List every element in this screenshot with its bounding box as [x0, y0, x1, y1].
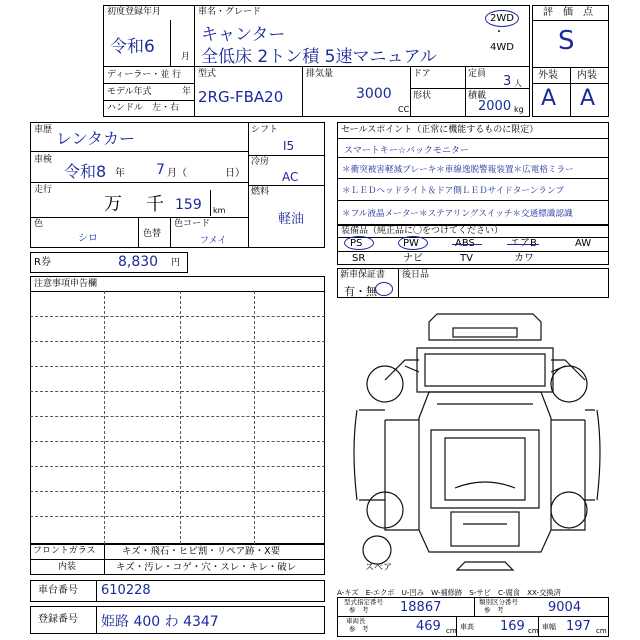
color-code-value: フメイ	[200, 236, 227, 246]
sales-line-2	[337, 178, 609, 179]
notes-vdash-3	[254, 291, 255, 544]
inspection-month: 7	[156, 162, 165, 178]
color-value: シロ	[78, 233, 98, 244]
equipment-navi: ナビ	[403, 253, 423, 264]
inspection-day-suffix: 日）	[225, 168, 245, 179]
notes-dash-4	[30, 391, 325, 392]
notes-dash-9	[30, 516, 325, 517]
shift-label: シフト	[251, 125, 279, 135]
fuel-value: 軽油	[278, 212, 305, 227]
notes-vdash	[104, 291, 105, 544]
length-sub: 参 考	[349, 625, 369, 633]
exterior-value: A	[541, 86, 557, 111]
shift-value: I5	[283, 139, 295, 153]
width-value: 197	[566, 619, 591, 634]
height-label: 車高	[460, 623, 474, 631]
man-unit: 万	[104, 194, 122, 215]
sales-point-item: スマートキー☆バックモニター	[344, 146, 469, 156]
warranty-none-circle	[375, 282, 393, 296]
spec-row-line	[103, 83, 194, 84]
fuel-label: 燃料	[251, 187, 270, 197]
equipment-airbag: エアB	[510, 238, 537, 249]
codes-hline	[337, 616, 609, 617]
chassis-label: 車台番号	[38, 585, 78, 596]
capacity-label: 定員	[468, 69, 487, 79]
equipment-leather: カワ	[514, 253, 534, 264]
registration-value: 姫路 400 わ 4347	[101, 614, 219, 630]
sales-title-line	[337, 138, 609, 139]
equipment-abs: ABS	[455, 238, 475, 249]
capacity-value: 3	[503, 74, 512, 89]
interior-condition-value: キズ・汚レ・コゲ・穴・スレ・キレ・破レ	[116, 562, 297, 573]
drive-2wd: 2WD	[490, 13, 514, 24]
inspection-label: 車検	[34, 155, 53, 165]
first-reg-value: 令和6	[110, 37, 155, 57]
equipment-pw: PW	[403, 238, 419, 249]
car-name: キャンター	[201, 25, 286, 45]
condition-hline	[30, 559, 325, 560]
year-suffix: 年	[182, 87, 192, 97]
codes-vline-3	[538, 616, 539, 637]
equipment-ps: PS	[350, 238, 363, 249]
equipment-title: 装備品（純正品に〇をつけてください）	[341, 226, 504, 236]
eval-hline-3	[532, 83, 609, 84]
yen-unit: 円	[171, 258, 181, 268]
windshield-label: フロントガラス	[33, 546, 96, 556]
notes-title-line	[30, 291, 325, 292]
sales-point-item: ＊フル液晶メーター＊ステアリングスイッチ＊交通標識認識	[342, 209, 573, 219]
interior-value: A	[580, 86, 596, 111]
eval-vline	[570, 67, 571, 117]
width-label: 車幅	[542, 623, 556, 631]
inspection-month-suffix: 月（	[167, 168, 187, 179]
drive-4wd: 4WD	[490, 42, 514, 53]
vehicle-hline	[30, 151, 248, 152]
spare-label: スペア	[365, 563, 393, 573]
sen-unit: 千	[146, 194, 164, 215]
r-ticket-box	[30, 252, 188, 273]
type-label: 型式	[198, 69, 217, 79]
load-value: 2000	[478, 99, 512, 114]
later-label: 後日品	[402, 270, 430, 280]
registration-label: 登録番号	[38, 614, 78, 625]
chassis-value: 610228	[101, 583, 151, 598]
color-change-label: 色替	[143, 229, 162, 239]
windshield-value: キズ・飛石・ヒビ割・リペア跡・X要	[122, 546, 281, 557]
color-label: 色	[34, 219, 44, 229]
vehicle-hline-3	[30, 217, 248, 218]
interior-label: 内装	[577, 70, 597, 81]
notes-dash-2	[30, 341, 325, 342]
history-label: 車歴	[34, 125, 53, 135]
equipment-aw: AW	[575, 238, 592, 249]
km-unit: km	[213, 206, 226, 215]
header-vdivider-2	[170, 20, 171, 66]
car-damage-diagram	[345, 300, 609, 580]
warranty-value: 有・無	[344, 285, 377, 298]
spec-hline	[410, 88, 530, 89]
load-label: 積載	[468, 91, 487, 101]
color-vline-2	[170, 217, 171, 248]
type-spec-value: 18867	[400, 600, 442, 615]
codes-vline	[474, 597, 475, 616]
grade: 全低床 2トン積 5速マニュアル	[201, 47, 437, 67]
notes-dash-7	[30, 466, 325, 467]
cooling-label: 冷房	[251, 157, 270, 167]
warranty-label: 新車保証書	[340, 270, 386, 280]
sales-point-item: ＊衝突被害軽減ブレーキ＊車線逸脱警報装置＊広電格ミラー	[342, 165, 574, 175]
cooling-value: AC	[282, 170, 299, 184]
notes-dash-6	[30, 441, 325, 442]
displacement-label: 排気量	[306, 69, 334, 79]
handle-label: ハンドル 左・右	[107, 103, 180, 113]
notes-dash-8	[30, 491, 325, 492]
length-label: 車両長	[346, 617, 366, 625]
damage-legend: A-キズ E-エクボ U-凹み W-補修跡 S-サビ C-腐食 XX-交換済	[337, 588, 561, 597]
length-unit: cm	[446, 627, 457, 635]
door-label: ドア	[413, 69, 431, 79]
notes-vdash-2	[180, 291, 181, 544]
eval-value: S	[558, 26, 575, 56]
sales-line-3	[337, 200, 609, 201]
interior-condition-label: 内装	[58, 562, 77, 572]
mileage-label: 走行	[34, 185, 53, 195]
warranty-vline	[398, 268, 399, 298]
airbag-strike	[507, 244, 539, 245]
type-spec-label: 型式指定番号	[344, 598, 383, 606]
spec-vdivider-3	[465, 66, 466, 117]
notes-dash-3	[30, 366, 325, 367]
equipment-tv: TV	[460, 253, 473, 264]
abs-strike	[452, 244, 482, 245]
type-spec-sub: 参 考	[349, 606, 369, 614]
equip-line-2	[337, 251, 609, 252]
r-ticket-value: 8,830	[118, 254, 159, 270]
spare-tire	[363, 536, 391, 564]
notes-dash-5	[30, 416, 325, 417]
class-value: 9004	[548, 600, 582, 615]
eval-hline	[532, 20, 609, 21]
first-reg-label: 初度登録年月	[107, 7, 162, 17]
displacement-value: 3000	[356, 86, 392, 102]
model-year-label: モデル年式	[107, 87, 152, 97]
inspection-year-suffix: 年	[115, 168, 125, 179]
month-suffix: 月	[181, 52, 191, 62]
notes-title: 注意事項申告欄	[34, 279, 98, 289]
drive-dot: ・	[494, 27, 504, 38]
color-vline	[138, 217, 139, 248]
shape-label: 形状	[413, 91, 432, 101]
spec-vdivider-2	[410, 66, 411, 117]
spec-row-line-2	[103, 100, 194, 101]
notes-dash	[30, 316, 325, 317]
width-unit: cm	[596, 627, 607, 635]
sales-point-item: ＊ＬＥＤヘッドライト＆ドア側ＬＥＤサイドターンランプ	[342, 186, 565, 196]
registration-vline	[96, 606, 97, 634]
shift-hline	[248, 155, 325, 156]
length-value: 469	[416, 619, 441, 634]
spec-vdivider	[302, 66, 303, 117]
sales-points-title: セールスポイント（正常に機能するものに限定）	[341, 125, 539, 135]
km-vline	[210, 190, 211, 216]
eval-label: 評 価 点	[543, 7, 593, 18]
history-value: レンタカー	[56, 129, 135, 148]
sales-line	[337, 157, 609, 158]
type-value: 2RG-FBA20	[198, 88, 284, 106]
vehicle-hline-2	[30, 182, 248, 183]
class-sub: 参 考	[484, 606, 504, 614]
r-ticket-label: R券	[34, 257, 51, 268]
inspection-value: 令和8	[64, 162, 107, 181]
kg-unit: kg	[514, 105, 524, 114]
exterior-label: 外装	[538, 70, 558, 81]
dealer-label: ディーラー・並 行	[107, 70, 182, 80]
mileage-value: 159	[175, 197, 202, 213]
codes-vline-2	[456, 616, 457, 637]
equipment-sr: SR	[352, 253, 366, 264]
height-value: 169	[500, 619, 525, 634]
color-code-label: 色コード	[174, 219, 211, 229]
header-vdivider	[194, 5, 195, 117]
cc-unit: CC	[398, 105, 410, 114]
person-unit: 人	[514, 79, 522, 88]
class-label: 類別区分番号	[479, 598, 518, 606]
car-name-label: 車名・グレード	[198, 7, 262, 17]
chassis-vline	[96, 580, 97, 602]
height-unit: cm	[528, 627, 539, 635]
cooling-hline	[248, 185, 325, 186]
